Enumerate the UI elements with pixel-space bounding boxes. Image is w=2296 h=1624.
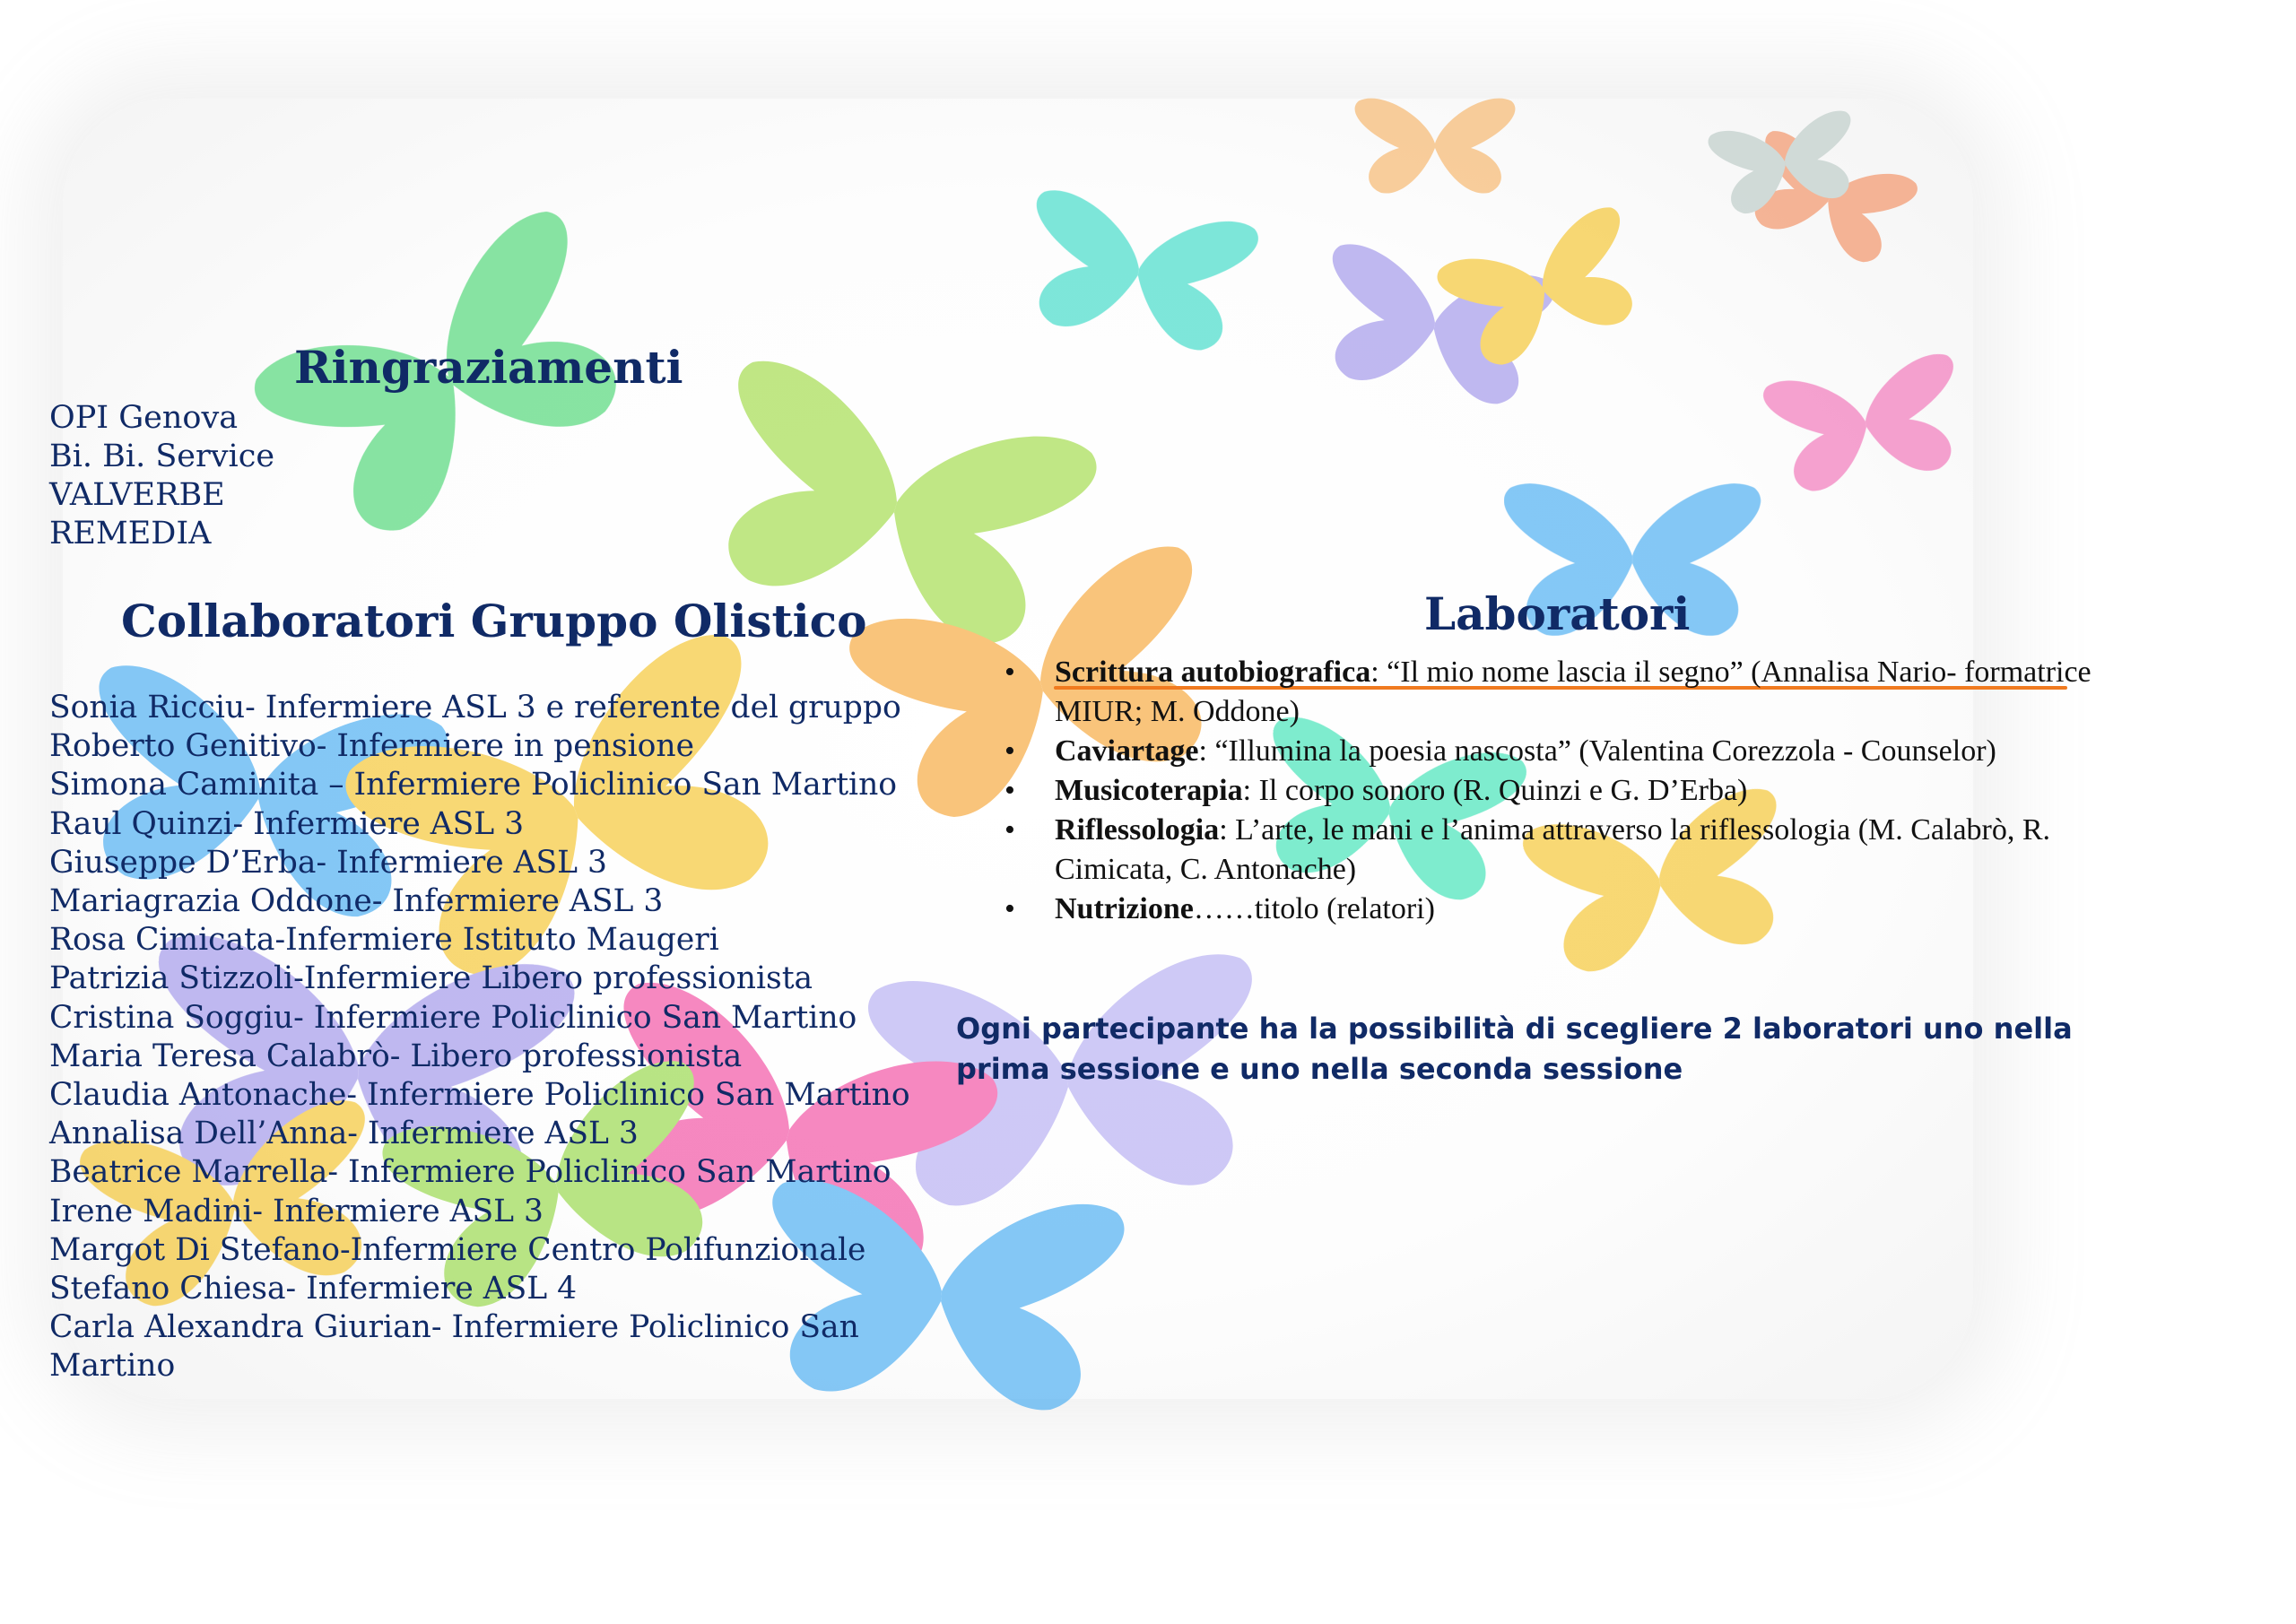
lab-description: : “Il mio nome lascia il segno” (Annalisa Nario- formatrice MIUR; M. Oddone) <box>1055 656 2092 728</box>
list-item <box>1004 811 2161 890</box>
list-item: Margot Di Stefano-Infermiere Centro Polifunzionale <box>49 1231 866 1268</box>
list-item: Sonia Ricciu- Infermiere ASL 3 e referente del gruppo <box>49 690 901 725</box>
lab-name: Scrittura autobiografica <box>1055 656 1371 689</box>
list-item: Cristina Soggiu- Infermiere Policlinico San Martino <box>49 999 857 1036</box>
list-item: VALVERBE <box>49 477 225 513</box>
list-item: OPI Genova <box>49 400 239 436</box>
butterfly-mark <box>1016 187 1260 358</box>
lab-description: : L’arte, le mani e l’anima attraverso la riflessologia (M. Calabrò, R. Cimicata, C. Antonache) <box>1055 813 2051 886</box>
list-item: Patrizia Stizzoli-Infermiere Libero professionista <box>49 960 813 997</box>
list-item <box>1004 771 2161 811</box>
list-item: Carla Alexandra Giurian- Infermiere Policlinico San Martino <box>49 1309 859 1385</box>
labs-title: Laboratori <box>1424 587 1691 640</box>
bullet-icon: • <box>1004 892 1015 925</box>
list-item <box>1004 732 2161 771</box>
butterfly-mark <box>1355 99 1516 194</box>
thanks-title: Ringraziamenti <box>294 341 683 394</box>
bullet-icon: • <box>1004 813 1015 847</box>
list-item: Simona Caminita – Infermiere Policlinico San Martino <box>49 767 898 803</box>
list-item: REMEDIA <box>49 516 212 551</box>
lab-description: : Il corpo sonoro (R. Quinzi e G. D’Erba) <box>1242 774 1748 807</box>
labs-note: Ogni partecipante ha la possibilità di scegliere 2 laboratori uno nella prima sessione e uno nella seconda sessione <box>956 1012 2073 1086</box>
list-item: Annalisa Dell’Anna- Infermiere ASL 3 <box>49 1116 639 1152</box>
list-item <box>1004 890 2161 929</box>
bullet-icon: • <box>1004 774 1015 807</box>
lab-name: Musicoterapia <box>1055 774 1243 807</box>
thanks-list <box>49 399 274 553</box>
list-item: Stefano Chiesa- Infermiere ASL 4 <box>49 1271 578 1307</box>
lab-description: : “Illumina la poesia nascosta” (Valentina Corezzola - Counselor) <box>1198 734 1996 768</box>
lab-name: Riflessologia <box>1055 813 1220 847</box>
list-item: Mariagrazia Oddone- Infermiere ASL 3 <box>49 883 664 920</box>
list-item: Beatrice Marrella- Infermiere Policlinico San Martino <box>49 1154 891 1191</box>
butterfly-mark <box>1761 352 1970 497</box>
lab-name: Caviartage <box>1055 734 1199 768</box>
bullet-icon: • <box>1004 734 1015 768</box>
collaborators-title: Collaboratori Gruppo Olistico <box>121 595 867 647</box>
list-item: Claudia Antonache- Infermiere Policlinico San Martino <box>49 1077 910 1114</box>
lab-name: Nutrizione <box>1055 892 1194 925</box>
list-item: Raul Quinzi- Infermiere ASL 3 <box>49 805 525 842</box>
list-item: Roberto Genitivo- Infermiere in pensione <box>49 728 695 765</box>
list-item: Bi. Bi. Service <box>49 439 275 474</box>
labs-list <box>1004 653 2161 929</box>
bullet-icon: • <box>1004 656 1015 689</box>
collaborators-list <box>49 689 910 1386</box>
list-item: Rosa Cimicata-Infermiere Istituto Maugeri <box>49 922 719 959</box>
list-item <box>1004 653 2161 732</box>
list-item: Irene Madini- Infermiere ASL 3 <box>49 1193 544 1229</box>
list-item: Maria Teresa Calabrò- Libero professionista <box>49 1038 743 1074</box>
lab-description: ……titolo (relatori) <box>1193 892 1435 925</box>
list-item: Giuseppe D’Erba- Infermiere ASL 3 <box>49 844 608 881</box>
